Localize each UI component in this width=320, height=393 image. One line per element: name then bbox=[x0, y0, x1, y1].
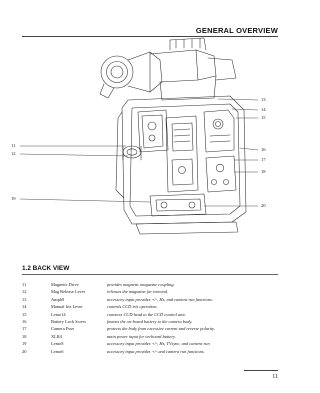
list-item bbox=[22, 311, 280, 318]
viewfinder-eyepiece bbox=[100, 52, 162, 98]
list-item bbox=[22, 303, 280, 310]
part-number: 13 bbox=[22, 296, 27, 302]
part-description: releases the magazine for removal. bbox=[107, 289, 169, 295]
callout-18: 18 bbox=[261, 169, 266, 174]
part-number: 20 bbox=[22, 348, 27, 354]
part-number: 17 bbox=[22, 326, 27, 332]
part-name: Manual Iris Lever bbox=[51, 304, 83, 310]
list-item bbox=[22, 340, 280, 347]
callout-14: 14 bbox=[261, 107, 266, 112]
callout-15: 15 bbox=[261, 115, 266, 120]
part-number: 16 bbox=[22, 318, 27, 324]
camera-main-body bbox=[116, 96, 246, 234]
part-description: main power input for on-board battery. bbox=[107, 333, 176, 339]
callout-19: 19 bbox=[11, 196, 16, 201]
part-description: controls CCD iris operation. bbox=[107, 304, 158, 310]
footer-divider bbox=[244, 370, 278, 371]
part-name: Amph9 bbox=[51, 296, 65, 302]
part-name: XLR4 bbox=[51, 333, 62, 339]
list-item bbox=[22, 288, 280, 295]
part-description: protects the body from excessive current and reverse polarity. bbox=[107, 326, 215, 332]
section-divider bbox=[22, 274, 278, 275]
part-name: Lemo6 bbox=[51, 348, 64, 354]
part-name: Lemo8 bbox=[51, 341, 64, 347]
list-item bbox=[22, 318, 280, 325]
part-description: provides magnetic magazine coupling. bbox=[107, 282, 175, 287]
part-description: fastens the on-board battery to the camera body. bbox=[107, 318, 193, 324]
part-number: 11 bbox=[22, 282, 27, 287]
part-number: 12 bbox=[22, 289, 27, 295]
page-number: 11 bbox=[272, 374, 278, 380]
list-item bbox=[22, 296, 280, 303]
list-item bbox=[22, 333, 280, 340]
page-header-title: GENERAL OVERVIEW bbox=[195, 26, 278, 35]
part-number: 15 bbox=[22, 311, 27, 317]
section-heading: 1.2 BACK VIEW bbox=[22, 265, 70, 272]
part-name: Lemo14 bbox=[51, 311, 66, 317]
part-description: accessory input provides +/- and camera run functions. bbox=[107, 348, 205, 354]
list-item bbox=[22, 348, 280, 355]
upper-assembly bbox=[150, 38, 236, 100]
part-name: Magnetic Drive bbox=[51, 282, 79, 287]
part-name: Mag Release Lever bbox=[51, 289, 86, 295]
part-description: connects CCD head to the CCD control unit. bbox=[107, 311, 186, 317]
callout-20: 20 bbox=[261, 203, 266, 208]
callout-17: 17 bbox=[261, 157, 266, 162]
callout-13: 13 bbox=[261, 97, 266, 102]
list-item bbox=[22, 325, 280, 332]
part-number: 19 bbox=[22, 341, 27, 347]
callout-leader-lines bbox=[20, 99, 258, 206]
part-description: accessory input provides +/-, Hz, TVsync, and camera run bbox=[107, 341, 210, 347]
parts-list bbox=[22, 281, 280, 355]
part-number: 18 bbox=[22, 333, 27, 339]
callout-12: 12 bbox=[11, 151, 16, 156]
part-name: Battery Lock Screw bbox=[51, 318, 87, 324]
callout-16: 16 bbox=[261, 147, 266, 152]
list-item bbox=[22, 281, 280, 288]
part-name: Camera Fuse bbox=[51, 326, 75, 332]
part-number: 14 bbox=[22, 304, 27, 310]
part-description: accessory input provides +/-, Hz, and camera run functions. bbox=[107, 296, 213, 302]
callout-11: 11 bbox=[11, 143, 16, 148]
